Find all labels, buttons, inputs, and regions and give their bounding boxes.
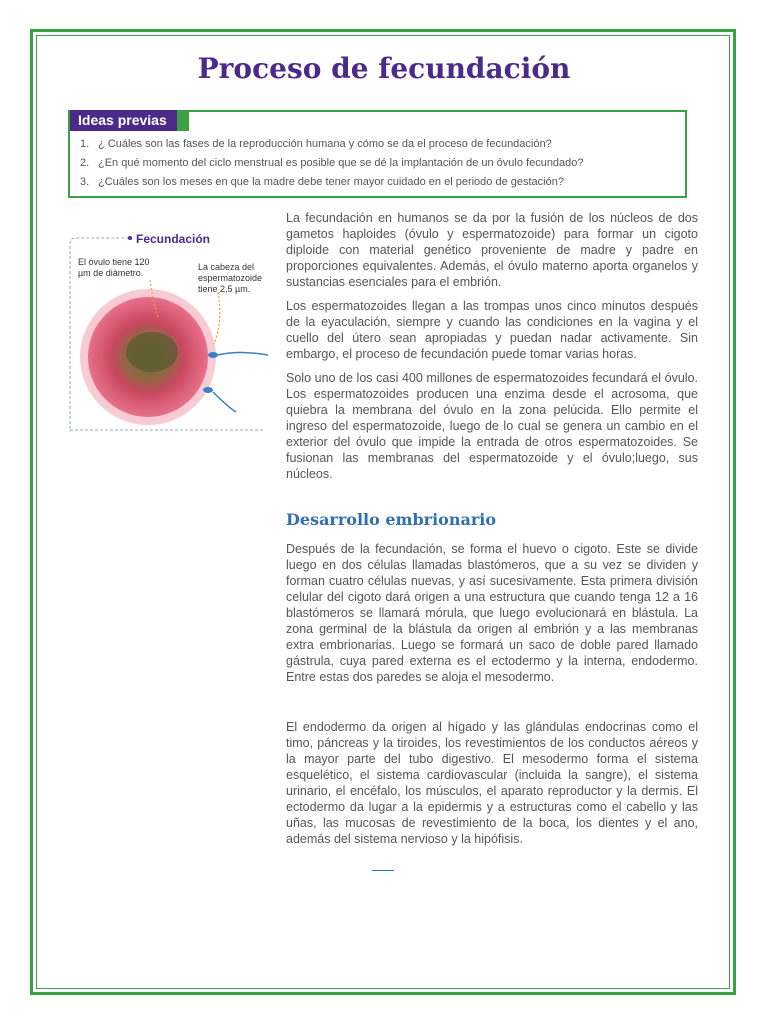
- question-3: [80, 176, 564, 188]
- paragraph-3: Solo uno de los casi 400 millones de espermatozoides fecundará el óvulo. Los espermatozoides producen una enzima desde el acrosoma, que quiebra la membrana del óvulo en la zona pelúcida. Ello permite el ingreso del espermatozoide, luego de lo cual se genera un cambio en el exterior del óvulo que impide la entrada de otros espermatozoides. Se fusionan las membranas del espermatozoide y el óvulo;luego, sus núcleos.: [286, 371, 698, 481]
- sperm-head-2: [203, 387, 213, 393]
- section-paragraph-2: El endodermo da origen al hígado y las glándulas endocrinas como el timo, páncreas y la tiroides, los revestimientos de los conductos aéreos y la mayor parte del tubo digestivo. El mesodermo forma el sistema esquelético, el sistema cardiovascular (incluida la sangre), el sistema urinario, el encéfalo, los músculos, el aparato reproductor y la dermis. El ectodermo da lugar a la epidermis y a estructuras como el cabello y las uñas, las mucosas de revestimiento de la boca, los dientes y el ano, además del sistema nervioso y la hipófisis.: [286, 720, 698, 846]
- question-number: 1.: [80, 138, 90, 150]
- question-number: 2.: [80, 157, 90, 169]
- sperm-tail-1: [218, 353, 268, 356]
- question-text: ¿ Cuáles son las fases de la reproducción humana y cómo se da el proceso de fecundación?: [98, 138, 552, 150]
- question-text: ¿En qué momento del ciclo menstrual es posible que se dé la implantación de un óvulo fecundado?: [98, 157, 584, 169]
- question-number: 3.: [80, 176, 90, 188]
- figure-label-dot: [128, 236, 132, 240]
- question-2: [80, 157, 584, 169]
- sperm-size-note: La cabeza del espermatozoide tiene 2,5 µm.: [198, 262, 263, 294]
- question-1: [80, 138, 552, 150]
- page-title: Proceso de fecundación: [197, 52, 571, 85]
- section-paragraph-1: Después de la fecundación, se forma el huevo o cigoto. Este se divide luego en dos células llamadas blastómeros, que a su vez se dividen y forman cuatro células nuevas, y así sucesivamente. Esta primera división celular del cigoto dará origen a una estructura que cuando tenga 12 a 16 blastómeros se llamará mórula, que luego evolucionará en blástula. La zona germinal de la blástula da origen al embrión y a las membranas extra embrionarias. Luego se formará un saco de doble pared llamado gástrula, cuya pared externa es el ectodermo y la interna, endodermo. Entre estas dos paredes se aloja el mesodermo.: [286, 542, 698, 684]
- section-heading: Desarrollo embrionario: [286, 510, 497, 529]
- ideas-previas-tab: Ideas previas: [70, 110, 177, 131]
- question-text: ¿Cuáles son los meses en que la madre debe tener mayor cuidado en el periodo de gestación?: [98, 176, 564, 188]
- sperm-tail-2: [213, 392, 236, 412]
- sperm-head-1: [208, 352, 218, 358]
- ovum-size-note: El óvulo tiene 120 µm de diámetro.: [78, 257, 150, 278]
- figure-label: Fecundación: [136, 232, 211, 246]
- ovum-nucleus: [126, 332, 178, 372]
- paragraph-1: La fecundación en humanos se da por la fusión de los núcleos de dos gametos haploides (óvulo y espermatozoide) para formar un cigoto diploide con material genético proveniente de madre y padre en proporciones equivalentes. Además, el óvulo materno aporta organelos y sustancias esenciales para el embrión.: [286, 211, 698, 289]
- sperm-leader-line: [214, 292, 220, 344]
- fertilization-illustration: [68, 222, 268, 432]
- paragraph-2: Los espermatozoides llegan a las trompas unos cinco minutos después de la eyaculación, siempre y cuando las condiciones en la vagina y el cuello del útero sean apropiadas y puedan nadar activamente. Sin embargo, el proceso de fecundación puede tomar varias horas.: [286, 299, 698, 361]
- footer-dash: [372, 870, 394, 871]
